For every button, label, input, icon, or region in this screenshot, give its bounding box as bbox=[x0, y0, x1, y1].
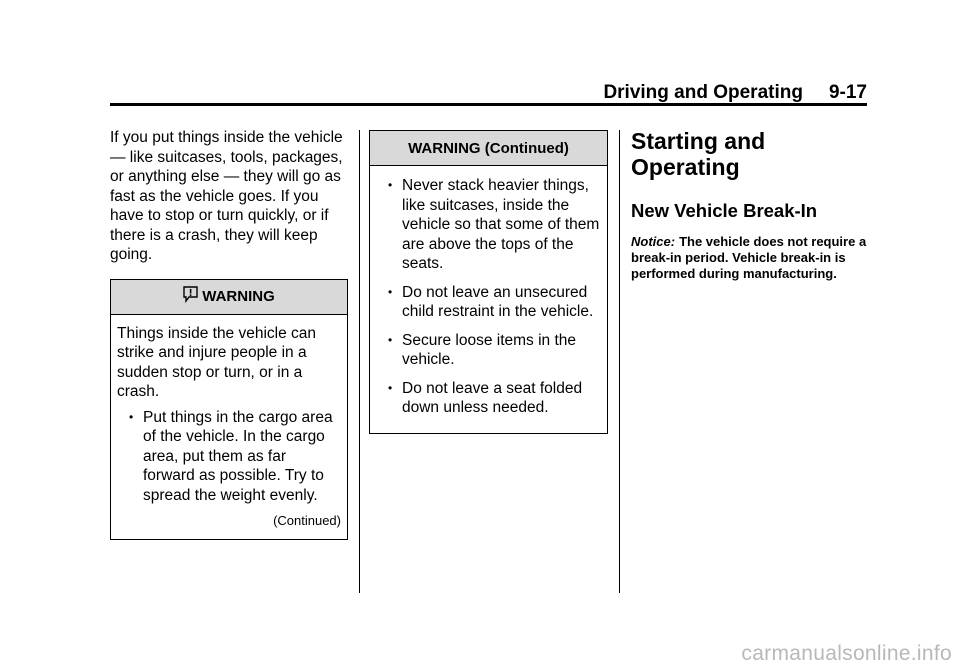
notice-paragraph bbox=[631, 234, 871, 282]
warning-continued-bullets bbox=[376, 176, 601, 418]
column-1 bbox=[110, 128, 350, 540]
warning-intro: Things inside the vehicle can strike and injure people in a sudden stop or turn, or in a crash. bbox=[117, 324, 317, 400]
header-rule bbox=[110, 103, 867, 106]
list-item: • Do not leave an unsecured child restraint in the vehicle. bbox=[376, 283, 601, 322]
warning-header bbox=[111, 280, 347, 315]
warning-continued-box bbox=[369, 130, 608, 434]
section-title: Driving and Operating bbox=[603, 82, 803, 103]
warning-body bbox=[111, 315, 347, 539]
column-divider-1 bbox=[359, 130, 360, 593]
column-2 bbox=[369, 130, 608, 434]
subsection-heading: New Vehicle Break-In bbox=[631, 200, 818, 221]
intro-paragraph: If you put things inside the vehicle — like suitcases, tools, packages, or anything else — they will go as fast as the vehicle goes. If you have to stop or turn quickly, or if there is a crash, they will keep going. bbox=[110, 129, 343, 263]
warning-continued-body bbox=[370, 166, 607, 433]
warning-title: WARNING bbox=[202, 288, 275, 305]
notice-label: Notice: bbox=[631, 234, 676, 249]
continued-label: (Continued) bbox=[273, 513, 341, 528]
watermark-text: carmanualsonline.info bbox=[741, 642, 952, 665]
warning-bullets bbox=[117, 408, 341, 506]
warning-box bbox=[110, 279, 348, 540]
column-3 bbox=[631, 128, 871, 282]
header-text bbox=[603, 82, 867, 104]
column-divider-2 bbox=[619, 130, 620, 593]
warning-symbol-icon bbox=[183, 286, 198, 307]
warning-continued-header: WARNING (Continued) bbox=[370, 131, 607, 166]
list-item: • Put things in the cargo area of the vehicle. In the cargo area, put them as far forward as possible. Try to spread the weight evenly. bbox=[117, 408, 341, 506]
section-heading: Starting and Operating bbox=[631, 128, 766, 180]
list-item: • Do not leave a seat folded down unless needed. bbox=[376, 379, 601, 418]
page-header bbox=[110, 78, 867, 106]
notice-text: The vehicle does not require a break-in period. Vehicle break-in is performed during manufacturing. bbox=[631, 234, 867, 281]
list-item: • Secure loose items in the vehicle. bbox=[376, 331, 601, 370]
page-number: 9-17 bbox=[828, 82, 867, 103]
list-item: • Never stack heavier things, like suitcases, inside the vehicle so that some of them are above the tops of the seats. bbox=[376, 176, 601, 274]
